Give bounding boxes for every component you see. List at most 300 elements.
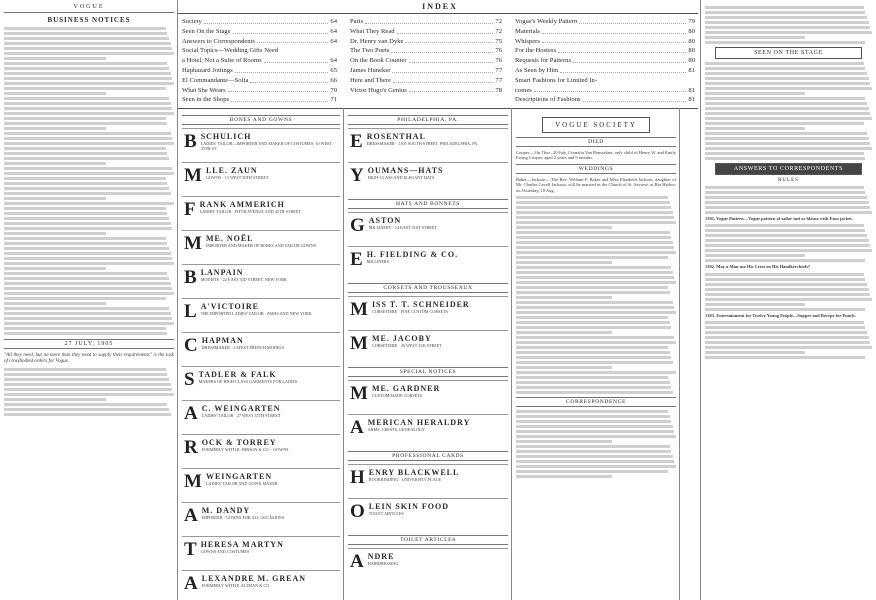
stage-intro-text [705,6,872,44]
index-entry[interactable] [182,46,337,56]
index-leader-dots [204,17,329,24]
text-line [4,122,167,125]
index-entry-page: 80 [688,57,695,65]
text-line [516,221,676,224]
text-line [705,137,869,140]
index-entry[interactable] [515,56,695,66]
text-line [4,408,169,411]
text-line [4,32,167,35]
text-line [516,475,612,478]
text-line [4,107,172,110]
text-line [705,117,872,120]
text-line [705,278,865,281]
ad-initial: F [184,199,196,220]
index-leader-dots [235,66,329,73]
advertisement [182,536,340,570]
advertisement [182,196,340,230]
index-entry[interactable] [182,95,337,105]
ad-name: LEIN SKIN FOOD [368,502,450,511]
ad-initial: A [350,417,364,438]
text-line [4,232,106,235]
correspondence-heading: CORRESPONDENCE [516,397,676,407]
index-entry-page: 64 [330,27,337,35]
text-line [4,67,169,70]
text-line [4,152,167,155]
text-line [705,346,872,349]
text-line [4,332,167,335]
text-line [516,246,674,249]
ad-name: LANPAIN [200,268,244,277]
index-entry-page: 81 [688,66,695,74]
text-line [4,172,174,175]
index-entry-page: 80 [688,27,695,35]
ad-initial: M [184,471,202,492]
rules-text [705,186,872,214]
ad-name: HAPMAN [201,336,244,345]
text-line [4,132,171,135]
column-divider [679,108,680,600]
text-line [516,206,671,209]
ad-initial: L [184,301,197,322]
index-entry[interactable] [350,66,502,76]
ad-initial: E [350,131,363,152]
ad-description: LADIES' TAILOR AND GOWN MAKER [205,481,278,486]
text-line [516,386,671,389]
text-line [705,224,864,227]
index-entry-page: 72 [495,27,502,35]
ad-name: ME. JACOBY [371,334,432,343]
ad-name: LEXANDRE M. GREAN [201,574,307,583]
text-line [705,326,865,329]
text-line [516,266,671,269]
text-line [4,393,174,396]
ad-description: DRESSMAKER · LATEST FRENCH MODELS [201,345,285,350]
ad-initial: M [184,165,202,186]
business-notices-column [4,4,174,596]
text-line [705,288,869,291]
ad-initial: H [350,467,365,488]
index-title: INDEX [422,2,458,11]
text-line [4,97,169,100]
ad-initial: A [350,551,364,572]
text-line [516,211,673,214]
text-line [705,308,865,311]
index-entry-page: 72 [495,18,502,25]
ad-initial: Y [350,165,364,186]
text-line [516,425,673,428]
index-leader-dots [228,86,329,93]
ad-description: IMPORTER AND MAKER OF ROBES AND TAILOR GOWNS [205,243,317,248]
text-line [705,283,867,286]
text-line [705,211,872,214]
advertisement [348,380,508,414]
text-line [705,26,870,29]
text-line [4,127,106,130]
index-entry[interactable] [350,46,502,56]
index-entry-title: On the Book Counter [350,57,407,65]
index-leader-dots [393,76,494,83]
index-entry-title: Vogue's Weekly Pattern [515,18,578,25]
ad-initial: A [184,573,198,594]
index-entry[interactable] [350,56,502,66]
society-text-block [516,196,676,394]
index-leader-dots [409,86,494,93]
index-leader-dots [392,66,493,73]
text-line [705,201,869,204]
text-line [516,336,674,339]
text-line [705,249,872,252]
index-entry-title: Here and There [350,76,391,84]
text-line [4,147,166,150]
index-entry[interactable] [350,17,502,27]
text-line [4,157,169,160]
index-entry[interactable] [350,86,502,96]
index-entry-page: 64 [330,18,337,25]
index-entry-title: Dr. Henry van Dyke [350,37,404,45]
index-entry[interactable] [182,76,337,86]
text-line [4,297,166,300]
ad-initial: B [184,131,197,152]
text-line [4,187,169,190]
ad-description: MAKERS OF HIGH CLASS GARMENTS FOR LADIES [198,379,298,384]
index-entry-title: Whispers [515,37,540,45]
text-line [516,201,670,204]
index-entry[interactable] [182,17,337,27]
text-line [705,293,870,296]
business-notices-text [4,27,174,335]
text-line [4,27,166,30]
text-line [516,296,612,299]
ad-name: TADLER & FALK [198,370,277,379]
text-line [516,465,676,468]
text-line [4,307,169,310]
ad-initial: R [184,437,198,458]
text-line [705,341,870,344]
advertisement [348,414,508,448]
text-line [4,197,106,200]
index-entry[interactable] [515,95,695,105]
ad-name: MERICAN HERALDRY [367,418,471,427]
text-line [705,196,867,199]
ad-description: FORMERLY WITH R. HIRSON & CO. · GOWNS [201,447,289,452]
text-line [4,162,106,165]
index-entry[interactable] [515,27,695,37]
answer-1303-text [705,321,872,359]
text-line [4,368,166,371]
ad-initial: M [350,299,368,320]
text-line [705,206,870,209]
text-line [4,62,167,65]
index-entry-title: a Hotel, Not a Suite of Rooms [182,57,262,65]
index-entry-page: 75 [495,37,502,45]
text-line [4,142,174,145]
ad-name: LLE. ZAUN [205,166,258,175]
ad-initial: S [184,369,195,390]
ad-initial: B [184,267,197,288]
section-heading: CORSETS AND TROUSSEAUX [348,283,508,293]
text-line [4,92,106,95]
index-entry-title: For the Hostess [515,47,557,55]
text-line [4,378,169,381]
advertisement [182,434,340,468]
text-line [705,127,805,130]
text-line [516,306,674,309]
index-leader-dots [534,86,687,93]
ad-description: GOWNS · 15 WEST 30TH STREET [205,175,269,180]
index-entry[interactable] [515,17,695,27]
index-entry[interactable] [515,66,695,76]
text-line [705,157,865,160]
text-line [4,47,172,50]
ad-name: RANK AMMERICH [199,200,285,209]
index-entry-title: Descriptions of Fashions [515,96,581,104]
text-line [516,341,676,344]
index-entry[interactable] [182,56,337,66]
text-line [705,82,870,85]
text-line [705,122,864,125]
text-line [4,192,171,195]
text-line [4,77,172,80]
died-heading: DIED [516,137,676,147]
index-rule-top [178,13,698,14]
text-line [4,212,167,215]
ad-description: MODISTE · 22 EAST 33D STREET, NEW YORK [200,277,288,282]
answer-1302: 1302. May a Man use His Crest on His Handkerchiefs? [705,264,811,270]
text-line [705,191,865,194]
text-line [4,292,174,295]
ad-initial: M [184,233,202,254]
text-line [516,261,612,264]
index-entry-title: What They Read [350,27,395,35]
index-entry[interactable] [182,37,337,47]
ad-name: HERESA MARTYN [200,540,284,549]
text-line [516,331,612,334]
philadelphia-heading: PHILADELPHIA, PA. [348,115,508,125]
text-line [705,356,865,359]
ad-description: FORMERLY WITH P. ALTMAN & CO. [201,583,271,588]
index-column-3 [515,17,695,117]
ad-description: TOILET ARTICLES [368,511,404,516]
text-line [705,244,870,247]
index-leader-dots [579,17,686,24]
text-line [516,371,676,374]
ad-description: HIGH-CLASS AND ELEGANT HATS [367,175,435,180]
index-entry[interactable] [515,46,695,56]
text-line [516,366,612,369]
text-line [705,92,805,95]
text-line [705,107,869,110]
advertisement [182,366,340,400]
advertisement [348,548,508,582]
gown-ads-list [182,128,340,596]
text-line [516,450,671,453]
text-line [516,440,612,443]
text-line [516,251,676,254]
advertisement [182,502,340,536]
text-line [705,97,865,100]
text-line [4,57,106,60]
index-leader-dots [231,95,328,102]
text-line [705,132,867,135]
index-entry-title: What She Wears [182,86,226,94]
index-entry[interactable] [182,66,337,76]
index-entry-page: 76 [495,57,502,65]
text-line [4,257,172,260]
wedding-notice: Baker—Jackson.—The Rev. William F. Baker and Miss Elizabeth Jackson, daughter of Mr. Charles Cavall Jackson, will be married in the Church of St. Saviour, at Bar Harbor, on Thursday, 10 Aug. [516,176,676,193]
text-line [705,239,869,242]
advertisement [348,162,508,196]
text-line [516,286,668,289]
index-leader-dots [397,27,494,34]
ad-name: A'VICTOIRE [200,302,259,311]
index-entry-page: 64 [330,37,337,45]
index-leader-dots [257,37,329,44]
text-line [516,351,670,354]
index-entry-page: 80 [688,37,695,45]
text-line [516,216,674,219]
text-line [705,41,865,44]
text-line [516,460,674,463]
text-line [4,373,167,376]
ad-name: ASTON [368,216,402,225]
ad-initial: A [184,505,198,526]
section-heading: SPECIAL NOTICES [348,367,508,377]
text-line [516,301,673,304]
text-line [705,31,872,34]
ad-name: C. WEINGARTEN [201,404,281,413]
text-line [4,327,166,330]
advertisement [182,400,340,434]
advertisement [182,332,340,366]
text-line [705,303,805,306]
ad-initial: G [350,215,365,236]
index-leader-dots [573,56,686,63]
issue-date: 27 JULY, 1905 [4,339,174,349]
index-leader-dots [264,56,329,63]
closing-notice-text [4,368,174,416]
index-leader-dots [250,76,328,83]
answers-heading: ANSWERS TO CORRESPONDENTS [715,163,862,175]
ad-description: CORSETIERE · FINE CUSTOM CORSETS [371,309,448,314]
text-line [705,11,865,14]
text-line [705,6,864,9]
text-line [705,77,869,80]
text-line [4,167,172,170]
text-line [516,415,670,418]
text-line [516,361,673,364]
text-line [516,226,612,229]
index-rule-bottom [178,108,698,109]
index-leader-dots [542,27,687,34]
text-line [4,227,172,230]
text-line [705,16,867,19]
text-line [705,186,864,189]
index-column-2 [350,17,502,117]
index-leader-dots [409,56,494,63]
text-line [516,236,671,239]
index-entry-page: 70 [330,86,337,94]
advertisement [182,264,340,298]
index-entry[interactable] [182,86,337,96]
advertisement [348,464,508,498]
text-line [516,381,670,384]
text-line [705,21,869,24]
advertisement [348,296,508,330]
text-line [516,241,673,244]
text-line [4,72,171,75]
ad-initial: A [184,403,198,424]
text-line [4,383,171,386]
text-line [4,398,106,401]
index-entry-title: Seen in the Shops [182,96,230,104]
index-entry[interactable] [515,86,695,96]
ad-name: ENRY BLACKWELL [368,468,460,477]
column-divider [343,108,344,600]
index-entry-title: Social Topics—Wedding Gifts Need [182,47,279,55]
text-line [4,177,166,180]
text-line [705,72,867,75]
ad-name: NDRE [367,552,395,561]
text-line [4,52,174,55]
text-line [516,435,676,438]
answer-1303: 1303. Entertainment for Twelve Young People—Supper and Recepe for Punch. [705,312,856,318]
ad-initial: M [350,383,368,404]
ad-description: HAIRDRESSING [367,561,399,566]
society-logo-text: VOGUE SOCIETY [542,117,650,133]
text-line [516,196,668,199]
index-entry[interactable] [350,27,502,37]
text-line [4,403,167,406]
text-line [516,276,674,279]
weddings-heading: WEDDINGS [516,164,676,174]
index-entry-page: 71 [330,96,337,104]
ad-description: IMPORTER · GOWNS FOR ALL OCCASIONS [201,515,285,520]
index-entry-page: 80 [688,47,695,55]
index-entry-page: 65 [330,66,337,74]
text-line [4,222,171,225]
text-line [705,102,867,105]
index-entry[interactable] [350,37,502,47]
index-entry-title: James Huneker [350,66,391,74]
index-entry[interactable] [515,76,695,86]
text-line [516,326,671,329]
index-entry-page: 66 [330,76,337,84]
text-line [4,182,167,185]
index-entry[interactable] [515,37,695,47]
index-entry[interactable] [350,76,502,86]
text-line [4,312,171,315]
advertisement [348,330,508,364]
index-entry-title: Answers to Correspondents [182,37,255,45]
text-line [4,282,171,285]
text-line [4,207,166,210]
stage-and-answers-column [705,4,872,596]
text-line [4,112,174,115]
text-line [705,87,872,90]
index-entry[interactable] [182,27,337,37]
index-entry-page: 81 [688,96,695,104]
text-line [705,273,864,276]
text-line [705,331,867,334]
column-divider [511,108,512,600]
ad-description: LADIES' TAILOR—IMPORTER AND MAKER OF COSTUMES, 10 WEST 35TH ST [200,141,332,151]
intro-quote: "All they need, but no more than they need to supply their requirements" is the task of crossbodied orders for Vogue. [4,353,174,364]
index-entry-title: Haphazard Jottings [182,66,233,74]
philadelphia-column [348,112,508,596]
text-line [4,42,171,45]
column-divider [177,0,178,600]
text-line [4,413,171,416]
